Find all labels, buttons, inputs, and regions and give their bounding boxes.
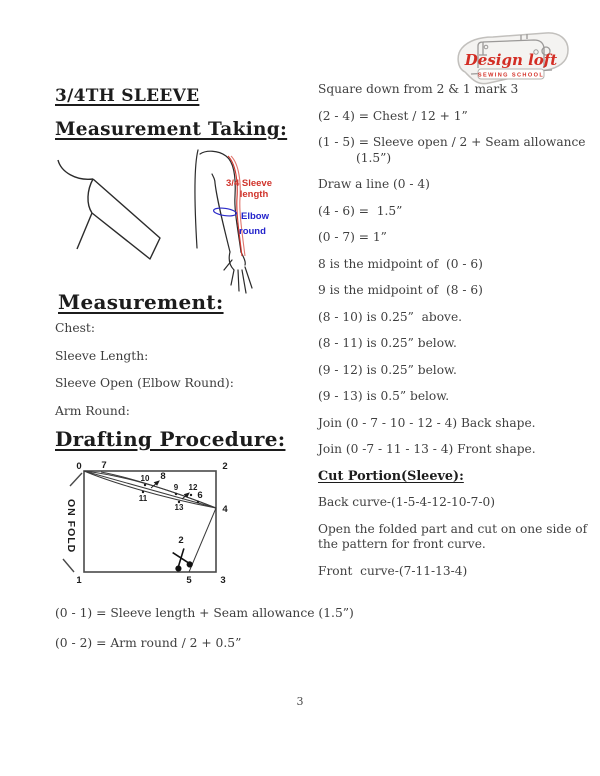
draft-label-11: 11 (138, 494, 148, 503)
step-1-5: (1 - 5) = Sleeve open / 2 + Seam allowance (318, 135, 586, 149)
draft-label-10: 10 (140, 474, 150, 483)
note-0-2: (0 - 2) = Arm round / 2 + 0.5” (55, 636, 242, 650)
step-open-folded: Open the folded part and cut on one side of the pattern for front curve. (318, 521, 591, 551)
cut-portion-heading: Cut Portion(Sleeve): (318, 468, 464, 484)
drafting-notes (55, 606, 355, 666)
step-draw-line: Draw a line (0 - 4) (318, 177, 430, 191)
step-front-curve: Front curve-(7-11-13-4) (318, 563, 468, 578)
step-square-down: Square down from 2 & 1 mark 3 (318, 82, 519, 96)
draft-label-6: 6 (197, 490, 203, 501)
sleeve-length-line (228, 156, 245, 256)
draft-label-5: 5 (186, 575, 192, 586)
step-8-11: (8 - 11) is 0.25” below. (318, 336, 457, 350)
drafting-diagram (48, 455, 298, 590)
logo-brand-text: Design loft (464, 51, 558, 69)
sleeve-sketch (58, 160, 160, 259)
step-9-13: (9 - 13) is 0.5” below. (318, 389, 450, 403)
draft-label-12: 12 (188, 483, 198, 492)
measurement-diagram (48, 148, 298, 298)
draft-cut-number: 2 (178, 535, 184, 546)
draft-label-13: 13 (174, 503, 184, 512)
draft-label-3: 3 (220, 575, 226, 586)
measurement-fields (55, 321, 295, 431)
step-2-4: (2 - 4) = Chest / 12 + 1” (318, 108, 468, 123)
draft-label-7: 7 (101, 460, 107, 471)
step-8-10: (8 - 10) is 0.25” above. (318, 309, 463, 324)
measurement-heading: Measurement: (58, 290, 224, 314)
logo-school-text: SEWING SCHOOL (477, 72, 545, 79)
step-join-front: Join (0 -7 - 11 - 13 - 4) Front shape. (318, 442, 536, 456)
field-arm-round: Arm Round: (55, 403, 130, 418)
draft-label-0: 0 (76, 461, 82, 472)
on-fold-label: ON FOLD (65, 499, 77, 554)
step-0-7: (0 - 7) = 1” (318, 230, 387, 244)
elbow-round-ellipse (213, 207, 237, 217)
draft-label-9: 9 (173, 483, 179, 492)
procedure-steps (318, 82, 590, 590)
sleeve-length-label-2: length (239, 189, 269, 200)
drafting-procedure-heading: Drafting Procedure: (55, 427, 286, 451)
field-chest: Chest: (55, 321, 96, 335)
elbow-round-label-2: round (239, 226, 266, 237)
field-sleeve-length: Sleeve Length: (55, 348, 149, 363)
field-sleeve-open: Sleeve Open (Elbow Round): (55, 376, 234, 390)
step-9-12: (9 - 12) is 0.25” below. (318, 362, 457, 377)
elbow-round-label-1: Elbow (241, 211, 269, 222)
page-number: 3 (296, 695, 304, 708)
step-midpoint-9: 9 is the midpoint of (8 - 6) (318, 283, 483, 297)
page-title: 3/4TH SLEEVE (55, 86, 200, 106)
step-join-back: Join (0 - 7 - 10 - 12 - 4) Back shape. (318, 415, 536, 430)
step-midpoint-8: 8 is the midpoint of (0 - 6) (318, 256, 483, 271)
step-4-6: (4 - 6) = 1.5” (318, 203, 403, 218)
measurement-taking-heading: Measurement Taking: (55, 119, 288, 140)
sleeve-length-label-1: 3/4 Sleeve (226, 178, 272, 189)
draft-label-1: 1 (76, 575, 82, 586)
draft-label-2: 2 (222, 461, 228, 472)
step-back-curve: Back curve-(1-5-4-12-10-7-0) (318, 495, 496, 509)
draft-label-4: 4 (222, 504, 228, 515)
note-0-1: (0 - 1) = Sleeve length + Seam allowance (1.5”) (55, 606, 354, 620)
scissors-icon (170, 548, 192, 572)
step-1-5-cont: (1.5”) (356, 150, 392, 165)
draft-label-8: 8 (160, 471, 166, 482)
